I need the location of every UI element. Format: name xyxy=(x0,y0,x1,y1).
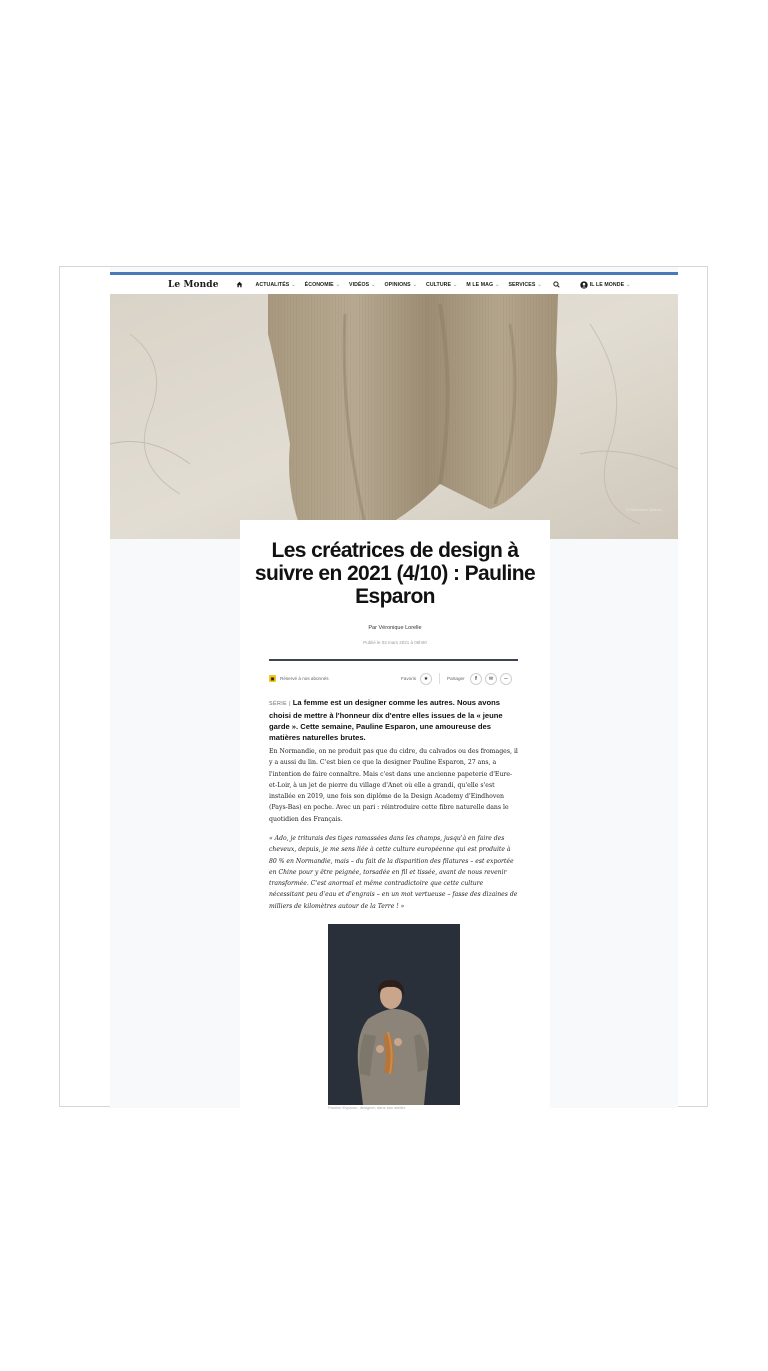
subscriber-label: Réservé à nos abonnés xyxy=(280,676,329,681)
article-photo xyxy=(328,924,460,1105)
main-nav xyxy=(110,275,678,294)
serie-separator: | xyxy=(287,701,293,707)
nav-item-opinions[interactable]: OPINIONS ⌄ xyxy=(384,281,417,288)
photo-caption: Pauline Esparon, designer, dans son atelier. xyxy=(328,1105,407,1110)
article-meta-bar xyxy=(269,672,518,686)
browser-frame xyxy=(59,266,708,1110)
page-content xyxy=(110,267,678,1108)
messenger-icon[interactable]: ∼ xyxy=(500,673,512,685)
photo-credit: © Clémence Bolloré xyxy=(626,507,662,512)
share-label: Partager xyxy=(447,676,465,681)
article-lead xyxy=(269,697,519,743)
subscriber-lock-icon: ▣ xyxy=(270,676,275,681)
textile-photo xyxy=(110,294,678,539)
home-icon[interactable] xyxy=(235,280,244,289)
account-label: IL LE MONDE xyxy=(589,281,625,288)
chevron-down-icon: ⌄ xyxy=(371,281,376,288)
account-button[interactable] xyxy=(580,281,631,289)
title-divider xyxy=(269,659,518,661)
hero-image xyxy=(110,294,678,539)
portrait-photo xyxy=(328,924,460,1105)
chevron-down-icon: ⌄ xyxy=(291,281,296,288)
chevron-down-icon: ⌄ xyxy=(495,281,500,288)
article-title: Les créatrices de design à suivre en 2021 (4/10) : Pauline Esparon xyxy=(254,539,536,608)
nav-item-services[interactable]: SERVICES ⌄ xyxy=(508,281,542,288)
article-card xyxy=(240,520,550,1120)
lead-text: La femme est un designer comme les autres. Nous avons choisi de mettre à l'honneur dix d'entre elles issues de la « jeune garde ». Cette semaine, Pauline Esparon, une amoureuse des matières naturelles brutes. xyxy=(269,698,503,742)
nav-item-culture[interactable]: CULTURE ⌄ xyxy=(425,281,458,288)
nav-item-videos[interactable]: VIDÉOS ⌄ xyxy=(349,281,376,288)
serie-label[interactable]: SÉRIE xyxy=(269,701,288,707)
article-author[interactable]: Par Véronique Lorelle xyxy=(368,625,422,631)
article-paragraph: En Normandie, on ne produit pas que du cidre, du calvados ou des fromages, il y a aussi du lin. C'est bien ce que la designer Pauline Esparon, 27 ans, a l'intention de faire connaître. Mais c'est dans une ancienne papeterie d'Eure-et-Loir, à un jet de pierre du village d'Anet où elle a grandi, qu'elle s'est installée en 2019, une fois son diplôme de la Design Academy d'Eindhoven (Pays-Bas) en poche. Avec un pari : réintroduire cette fibre naturelle dans le quotidien des Français. xyxy=(269,748,518,823)
favorite-label: Favoris xyxy=(401,676,417,681)
search-icon[interactable] xyxy=(553,281,560,288)
nav-item-m-le-mag[interactable]: M LE MAG ⌄ xyxy=(466,281,500,288)
nav-item-economie[interactable]: ÉCONOMIE ⌄ xyxy=(304,281,341,288)
publish-date: Publié le 03 mars 2021 à 06h00 xyxy=(363,640,427,645)
chevron-down-icon: ⌄ xyxy=(453,281,458,288)
chevron-down-icon: ⌄ xyxy=(537,281,542,288)
site-logo[interactable]: Le Monde xyxy=(168,279,219,290)
chevron-down-icon: ⌄ xyxy=(626,281,631,288)
chevron-down-icon: ⌄ xyxy=(335,281,341,288)
meta-separator xyxy=(439,673,440,684)
facebook-icon[interactable]: f xyxy=(470,673,482,685)
article-quote: « Ado, je triturais des tiges ramassées dans les champs, jusqu'à en faire des cheveux, depuis, je me sens liée à cette culture européenne qui est produite à 80 % en Normandie, mais – du fait de la disparition des filatures – est exportée en Chine pour y être peignée, torsadée en fil et tissée, avant de nous revenir transformée. C'est anormal et même contradictoire que cette culture nécessitant peu d'eau et d'engrais – en un mot vertueuse – fasse des dizaines de milliers de kilomètres autour de la Terre ! » xyxy=(269,835,518,910)
nav-item-actualites[interactable]: ACTUALITÉS ⌄ xyxy=(255,281,296,288)
favorite-star-icon[interactable]: ★ xyxy=(420,673,432,685)
email-icon[interactable]: ✉ xyxy=(485,673,497,685)
user-icon xyxy=(580,281,588,289)
chevron-down-icon: ⌄ xyxy=(412,281,417,288)
